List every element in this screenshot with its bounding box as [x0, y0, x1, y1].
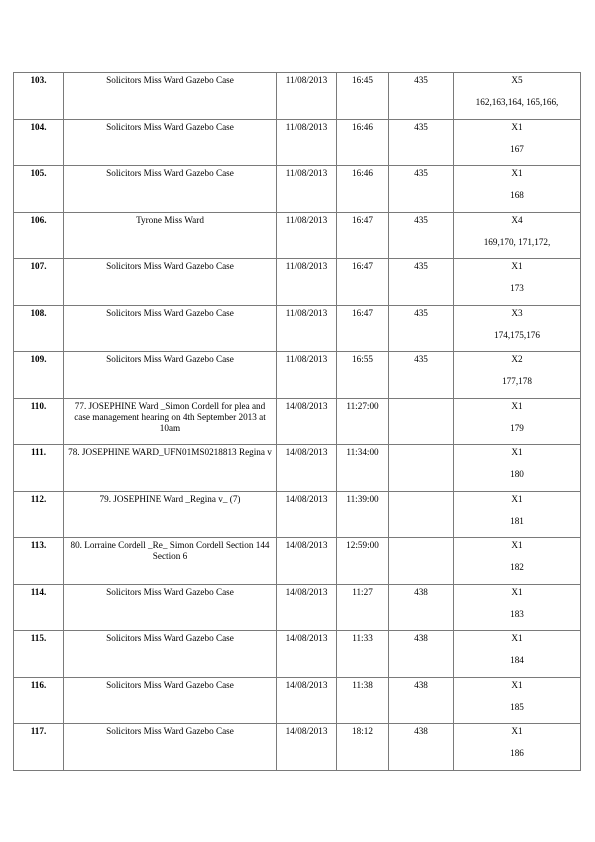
row-quantity: X1 — [511, 168, 523, 178]
spacer — [457, 319, 577, 330]
table-row — [14, 119, 581, 166]
row-reference — [389, 538, 454, 585]
row-reference: 438 — [389, 584, 454, 631]
spacer — [457, 226, 577, 237]
spacer — [457, 505, 577, 516]
table-row — [14, 724, 581, 771]
row-pages-cell — [454, 631, 581, 678]
spacer — [457, 691, 577, 702]
row-reference: 435 — [389, 166, 454, 213]
row-pages-cell — [454, 677, 581, 724]
row-number: 113. — [14, 538, 64, 585]
row-number: 104. — [14, 119, 64, 166]
row-number: 112. — [14, 491, 64, 538]
table-row — [14, 631, 581, 678]
row-date: 14/08/2013 — [277, 677, 337, 724]
row-time: 11:27 — [337, 584, 389, 631]
row-date: 14/08/2013 — [277, 631, 337, 678]
row-reference: 435 — [389, 73, 454, 120]
table-row — [14, 305, 581, 352]
row-quantity: X2 — [511, 354, 523, 364]
row-pages-cell — [454, 73, 581, 120]
row-page-numbers: 168 — [510, 190, 524, 200]
row-pages-cell — [454, 584, 581, 631]
row-quantity: X1 — [511, 493, 523, 504]
table-row — [14, 73, 581, 120]
row-description: 77. JOSEPHINE Ward _Simon Cordell for plea and case management hearing on 4th September 2013 at 10am — [64, 398, 277, 445]
row-quantity: X1 — [511, 121, 523, 132]
spacer — [457, 737, 577, 748]
table-row — [14, 398, 581, 445]
spacer — [457, 644, 577, 655]
spacer — [457, 179, 577, 190]
row-number: 115. — [14, 631, 64, 678]
row-time: 16:45 — [337, 73, 389, 120]
row-reference: 438 — [389, 677, 454, 724]
row-reference — [389, 491, 454, 538]
row-number: 110. — [14, 398, 64, 445]
row-time: 16:47 — [337, 212, 389, 259]
spacer — [457, 272, 577, 283]
row-description: 78. JOSEPHINE WARD_UFN01MS0218813 Regina v — [64, 445, 277, 492]
row-number: 107. — [14, 259, 64, 306]
row-reference: 438 — [389, 724, 454, 771]
row-date: 11/08/2013 — [277, 212, 337, 259]
row-page-numbers: 180 — [510, 469, 524, 479]
row-page-numbers: 167 — [510, 143, 524, 154]
row-date: 11/08/2013 — [277, 73, 337, 120]
row-quantity: X1 — [511, 540, 523, 550]
row-reference: 435 — [389, 352, 454, 399]
row-time: 16:47 — [337, 305, 389, 352]
table-row — [14, 352, 581, 399]
row-reference — [389, 445, 454, 492]
document-log-table — [13, 72, 581, 771]
row-date: 14/08/2013 — [277, 445, 337, 492]
row-description: Solicitors Miss Ward Gazebo Case — [64, 305, 277, 352]
row-quantity: X1 — [511, 447, 523, 457]
row-page-numbers: 169,170, 171,172, — [483, 236, 551, 247]
row-pages-cell — [454, 445, 581, 492]
row-quantity: X1 — [511, 261, 523, 271]
row-description: Tyrone Miss Ward — [64, 212, 277, 259]
table-row — [14, 212, 581, 259]
row-date: 14/08/2013 — [277, 398, 337, 445]
row-quantity: X1 — [511, 400, 523, 411]
row-reference — [389, 398, 454, 445]
row-quantity: X1 — [511, 633, 523, 643]
row-time: 16:47 — [337, 259, 389, 306]
row-date: 14/08/2013 — [277, 538, 337, 585]
row-page-numbers: 162,163,164, 165,166, — [475, 97, 559, 107]
row-time: 11:27:00 — [337, 398, 389, 445]
row-reference: 435 — [389, 305, 454, 352]
row-reference: 435 — [389, 259, 454, 306]
row-page-numbers: 185 — [510, 701, 524, 712]
table-row — [14, 677, 581, 724]
row-pages-cell — [454, 398, 581, 445]
row-page-numbers: 174,175,176 — [494, 329, 540, 340]
row-description: 79. JOSEPHINE Ward _Regina v_ (7) — [64, 491, 277, 538]
row-time: 16:55 — [337, 352, 389, 399]
row-date: 11/08/2013 — [277, 119, 337, 166]
row-reference: 435 — [389, 212, 454, 259]
row-time: 11:38 — [337, 677, 389, 724]
row-pages-cell — [454, 724, 581, 771]
row-description: Solicitors Miss Ward Gazebo Case — [64, 352, 277, 399]
table-row — [14, 445, 581, 492]
row-time: 18:12 — [337, 724, 389, 771]
row-quantity: X3 — [511, 307, 523, 318]
row-description: Solicitors Miss Ward Gazebo Case — [64, 119, 277, 166]
row-pages-cell — [454, 491, 581, 538]
spacer — [457, 598, 577, 609]
row-quantity: X1 — [511, 586, 523, 597]
spacer — [457, 551, 577, 562]
table-row — [14, 584, 581, 631]
table-body — [14, 73, 581, 771]
row-date: 14/08/2013 — [277, 584, 337, 631]
row-number: 106. — [14, 212, 64, 259]
row-date: 14/08/2013 — [277, 491, 337, 538]
row-quantity: X5 — [511, 75, 523, 85]
row-page-numbers: 184 — [510, 655, 524, 665]
row-number: 114. — [14, 584, 64, 631]
row-description: Solicitors Miss Ward Gazebo Case — [64, 259, 277, 306]
row-description: Solicitors Miss Ward Gazebo Case — [64, 724, 277, 771]
table-row — [14, 491, 581, 538]
row-pages-cell — [454, 259, 581, 306]
row-page-numbers: 177,178 — [502, 376, 532, 386]
row-page-numbers: 183 — [510, 608, 524, 619]
row-pages-cell — [454, 352, 581, 399]
row-description: Solicitors Miss Ward Gazebo Case — [64, 73, 277, 120]
spacer — [457, 365, 577, 376]
row-description: Solicitors Miss Ward Gazebo Case — [64, 166, 277, 213]
table-row — [14, 259, 581, 306]
row-page-numbers: 181 — [510, 515, 524, 526]
row-page-numbers: 179 — [510, 422, 524, 433]
row-page-numbers: 182 — [510, 562, 524, 572]
row-date: 11/08/2013 — [277, 166, 337, 213]
row-pages-cell — [454, 538, 581, 585]
row-time: 11:39:00 — [337, 491, 389, 538]
row-number: 108. — [14, 305, 64, 352]
row-date: 14/08/2013 — [277, 724, 337, 771]
row-date: 11/08/2013 — [277, 259, 337, 306]
row-time: 11:34:00 — [337, 445, 389, 492]
row-reference: 435 — [389, 119, 454, 166]
spacer — [457, 458, 577, 469]
row-quantity: X1 — [511, 679, 523, 690]
row-date: 11/08/2013 — [277, 305, 337, 352]
row-time: 12:59:00 — [337, 538, 389, 585]
row-description: 80. Lorraine Cordell _Re_ Simon Cordell Section 144 Section 6 — [64, 538, 277, 585]
row-quantity: X1 — [511, 726, 523, 736]
row-page-numbers: 186 — [510, 748, 524, 758]
row-number: 103. — [14, 73, 64, 120]
row-number: 105. — [14, 166, 64, 213]
row-number: 109. — [14, 352, 64, 399]
row-pages-cell — [454, 305, 581, 352]
table-row — [14, 166, 581, 213]
spacer — [457, 86, 577, 97]
spacer — [457, 133, 577, 144]
row-description: Solicitors Miss Ward Gazebo Case — [64, 584, 277, 631]
row-date: 11/08/2013 — [277, 352, 337, 399]
row-quantity: X4 — [511, 214, 523, 225]
row-time: 11:33 — [337, 631, 389, 678]
row-number: 117. — [14, 724, 64, 771]
row-pages-cell — [454, 212, 581, 259]
row-pages-cell — [454, 166, 581, 213]
row-time: 16:46 — [337, 166, 389, 213]
row-number: 111. — [14, 445, 64, 492]
row-time: 16:46 — [337, 119, 389, 166]
table-row — [14, 538, 581, 585]
row-description: Solicitors Miss Ward Gazebo Case — [64, 677, 277, 724]
row-page-numbers: 173 — [510, 283, 524, 293]
row-pages-cell — [454, 119, 581, 166]
spacer — [457, 412, 577, 423]
row-description: Solicitors Miss Ward Gazebo Case — [64, 631, 277, 678]
row-reference: 438 — [389, 631, 454, 678]
row-number: 116. — [14, 677, 64, 724]
